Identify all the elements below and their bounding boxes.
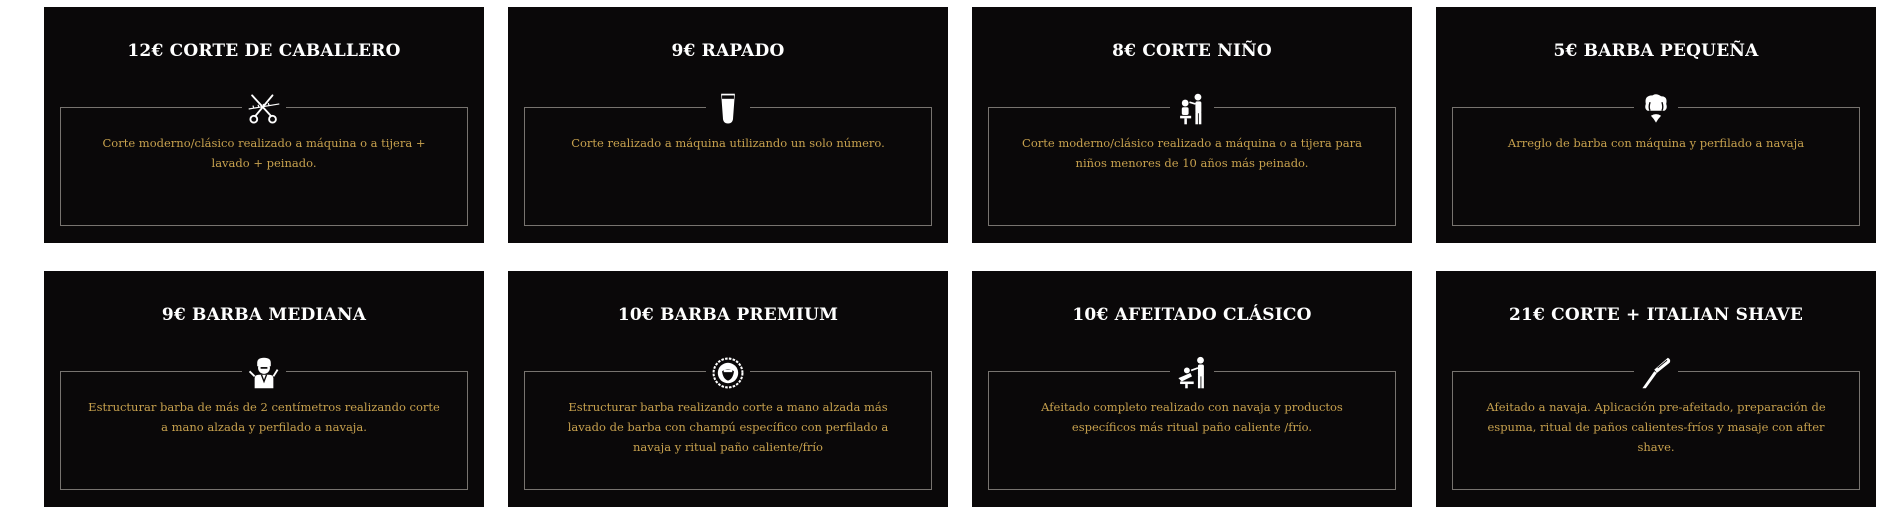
service-title: 9€ RAPADO: [671, 41, 785, 61]
service-title: 5€ BARBA PEQUEÑA: [1553, 41, 1759, 61]
service-title: 10€ BARBA PREMIUM: [617, 305, 839, 325]
service-card-afeitado-clasico: [972, 271, 1412, 507]
service-description: Afeitado completo realizado con navaja y productos específicos más ritual paño caliente /frío.: [1041, 400, 1343, 434]
barber-icon: [242, 355, 286, 391]
service-card-barba-pequena: [1436, 7, 1876, 243]
service-title: 21€ CORTE + ITALIAN SHAVE: [1508, 305, 1804, 325]
service-title: 9€ BARBA MEDIANA: [161, 305, 367, 325]
service-title: 10€ AFEITADO CLÁSICO: [1072, 305, 1312, 325]
service-description: Corte realizado a máquina utilizando un solo número.: [571, 136, 885, 150]
service-description: Arreglo de barba con máquina y perfilado a navaja: [1507, 136, 1805, 150]
service-title: 12€ CORTE DE CABALLERO: [127, 41, 401, 61]
small-beard-icon: [1634, 91, 1678, 127]
service-description: Estructurar barba realizando corte a mano alzada más lavado de barba con champú específico con perfilado a navaja y ritual paño caliente/frío: [567, 400, 889, 454]
child-haircut-icon: [1170, 91, 1214, 127]
service-description: Estructurar barba de más de 2 centímetros realizando corte a mano alzada y perfilado a navaja.: [88, 400, 440, 434]
service-card-corte-italian-shave: [1436, 271, 1876, 507]
scissors-comb-icon: [242, 91, 286, 127]
premium-beard-badge-icon: [706, 355, 750, 391]
service-description: Corte moderno/clásico realizado a máquina o a tijera para niños menores de 10 años más peinado.: [1022, 136, 1362, 170]
service-card-rapado: [508, 7, 948, 243]
service-card-corte-caballero: [44, 7, 484, 243]
straight-razor-icon: [1634, 355, 1678, 391]
service-card-barba-premium: [508, 271, 948, 507]
service-title: 8€ CORTE NIÑO: [1112, 41, 1272, 61]
barber-chair-shave-icon: [1170, 355, 1214, 391]
service-card-corte-nino: [972, 7, 1412, 243]
service-description: Corte moderno/clásico realizado a máquina o a tijera + lavado + peinado.: [102, 136, 426, 170]
service-description: Afeitado a navaja. Aplicación pre-afeitado, preparación de espuma, ritual de paños calientes-fríos y masaje con after shave.: [1486, 400, 1826, 454]
clipper-icon: [706, 91, 750, 127]
service-card-barba-mediana: [44, 271, 484, 507]
